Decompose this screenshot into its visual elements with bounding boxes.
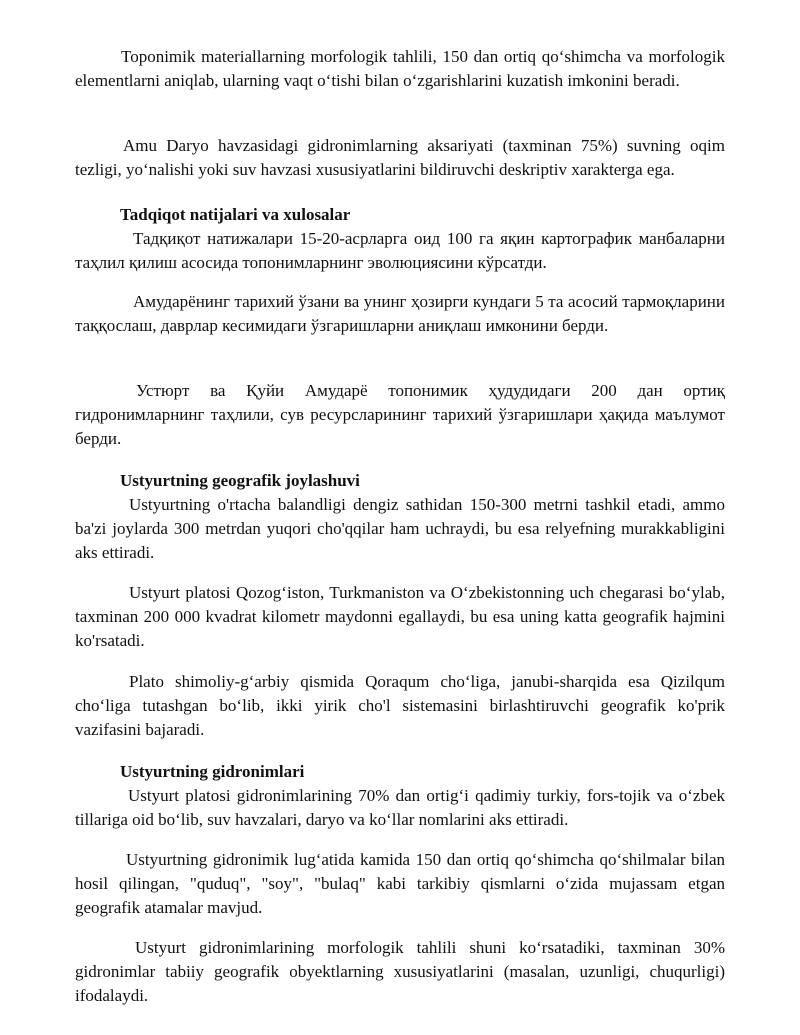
heading-hydronyms: Ustyurtning gidronimlari bbox=[120, 762, 305, 781]
heading-results: Tadqiqot natijalari va xulosalar bbox=[120, 205, 351, 224]
paragraph-amudarya-branches: Амударёнинг тарихий ўзани ва унинг ҳозирги кундаги 5 та асосий тармоқларини таққослаш, даврлар кесимидаги ўзгаришларни аниқлаш имконини берди. bbox=[75, 292, 725, 335]
paragraph-cartographic-sources: Тадқиқот натижалари 15-20-асрларга оид 100 га яқин картографик манбаларни таҳлил қилиш асосида топонимларнинг эволюциясини кўрсатди. bbox=[75, 229, 725, 272]
paragraph-ustyurt-elevation: Ustyurtning o'rtacha balandligi dengiz sathidan 150-300 metrni tashkil etadi, ammo ba'zi joylarda 300 metrdan yuqori cho'qqilar ham uchraydi, bu esa relyefning murakkabligini aks ettiradi. bbox=[75, 495, 725, 562]
paragraph-ustyurt-area: Ustyurt platosi Qozog‘iston, Turkmaniston va O‘zbekistonning uch chegarasi bo‘ylab, taxminan 200 000 kvadrat kilometr maydonni egallaydi, bu esa uning katta geografik hajmini ko'rsatadi. bbox=[75, 583, 725, 650]
paragraph-hydronymic-vocabulary: Ustyurtning gidronimik lug‘atida kamida 150 dan ortiq qo‘shimcha qo‘shilmalar bilan hosil qilingan, "quduq", "soy", "bulaq" kabi tarkibiy qismlarni o‘zida mujassam etgan geografik atamalar mavjud. bbox=[75, 850, 725, 917]
paragraph-plateau-deserts: Plato shimoliy-g‘arbiy qismida Qoraqum cho‘liga, janubi-sharqida esa Qizilqum cho‘liga tutashgan bo‘lib, ikki yirik cho'l sistemasini birlashtiruvchi geografik ko'prik vazifasini bajaradi. bbox=[75, 672, 725, 739]
paragraph-morphological-analysis: Toponimik materiallarning morfologik tahlili, 150 dan ortiq qo‘shimcha va morfologik elementlarni aniqlab, ularning vaqt o‘tishi bilan o‘zgarishlarini kuzatish imkonini beradi. bbox=[75, 47, 725, 90]
paragraph-morphological-summary: Ustyurt gidronimlarining morfologik tahlili shuni ko‘rsatadiki, taxminan 30% gidronimlar tabiiy geografik obyektlarning xususiyatlarini (masalan, uzunligi, chuqurligi) ifodalaydi. bbox=[75, 938, 725, 1005]
paragraph-amu-darya-hydronyms: Amu Daryo havzasidagi gidronimlarning aksariyati (taxminan 75%) suvning oqim tezligi, yo‘nalishi yoki suv havzasi xususiyatlarini bildiruvchi deskriptiv xarakterga ega. bbox=[75, 136, 725, 179]
paragraph-hydronym-origins: Ustyurt platosi gidronimlarining 70% dan ortig‘i qadimiy turkiy, fors-tojik va o‘zbek tillariga oid bo‘lib, suv havzalari, daryo va ko‘llar nomlarini aks ettiradi. bbox=[75, 786, 725, 829]
paragraph-ustyurt-hydronyms-analysis: Устюрт ва Қуйи Амударё топонимик ҳудудидаги 200 дан ортиқ гидронимларнинг таҳлили, сув ресурсларининг тарихий ўзгаришлари ҳақида маълумот берди. bbox=[75, 381, 725, 448]
heading-geography: Ustyurtning geografik joylashuvi bbox=[120, 471, 360, 490]
